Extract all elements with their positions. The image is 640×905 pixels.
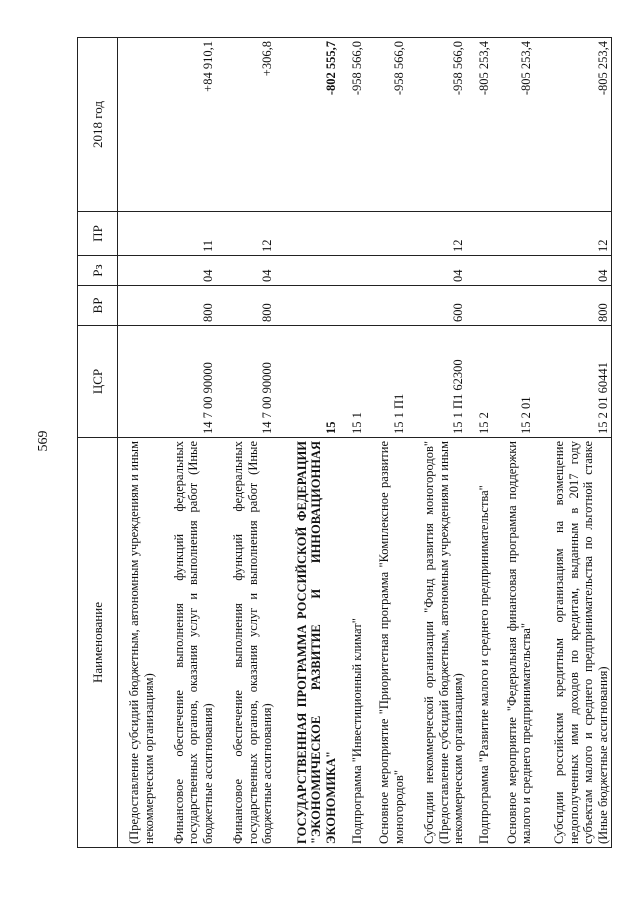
table-row (339, 38, 365, 848)
row-amount: -958 566,0 (339, 38, 365, 212)
table-row (407, 38, 466, 848)
table-header-row (78, 38, 118, 848)
row-vr (339, 286, 365, 326)
row-pr: 12 (407, 212, 466, 256)
budget-table (77, 37, 612, 848)
row-rz: 04 (535, 256, 612, 286)
row-amount: -958 566,0 (407, 38, 466, 212)
table-row (467, 38, 493, 848)
row-vr (493, 286, 535, 326)
row-rz (339, 256, 365, 286)
row-pr (276, 212, 340, 256)
header-year: 2018 год (78, 38, 118, 212)
row-rz (118, 256, 158, 286)
row-amount: -805 253,4 (535, 38, 612, 212)
row-name: (Предоставление субсидий бюджетным, автономным учреждениям и иным некоммерческим организациям) (118, 438, 158, 848)
budget-table-container (77, 38, 612, 848)
row-csr: 15 2 01 60441 (535, 326, 612, 438)
row-rz (366, 256, 408, 286)
row-pr: 11 (157, 212, 216, 256)
row-pr (493, 212, 535, 256)
row-csr: 15 1 П1 (366, 326, 408, 438)
row-csr: 15 2 01 (493, 326, 535, 438)
row-amount (118, 38, 158, 212)
row-amount: -805 253,4 (467, 38, 493, 212)
row-amount: +84 910,1 (157, 38, 216, 212)
page-number: 569 (36, 430, 51, 452)
table-row (535, 38, 612, 848)
row-csr: 15 1 П1 62300 (407, 326, 466, 438)
row-csr: 14 7 00 90000 (216, 326, 275, 438)
header-csr: ЦСР (78, 326, 118, 438)
row-name: Основное мероприятие "Федеральная финансовая программа поддержки малого и среднего предпринимательства" (493, 438, 535, 848)
row-vr (276, 286, 340, 326)
row-amount: +306,8 (216, 38, 275, 212)
row-rz (493, 256, 535, 286)
row-name: Субсидии некоммерческой организации "Фонд развития моногородов" (Предоставление субсидий бюджетным, автономным учреждениям и иным некоммерческим организациям) (407, 438, 466, 848)
header-pr: ПР (78, 212, 118, 256)
row-amount: -958 566,0 (366, 38, 408, 212)
row-rz: 04 (157, 256, 216, 286)
row-vr (467, 286, 493, 326)
row-csr: 15 2 (467, 326, 493, 438)
row-name: Подпрограмма "Инвестиционный климат" (339, 438, 365, 848)
row-pr: 12 (535, 212, 612, 256)
row-csr: 15 1 (339, 326, 365, 438)
row-vr: 800 (157, 286, 216, 326)
table-row (493, 38, 535, 848)
row-name: Основное мероприятие "Приоритетная программа "Комплексное развитие моногородов" (366, 438, 408, 848)
table-row (118, 38, 158, 848)
row-vr (366, 286, 408, 326)
row-rz (467, 256, 493, 286)
row-rz (276, 256, 340, 286)
row-pr (467, 212, 493, 256)
header-name: Наименование (78, 438, 118, 848)
row-rz: 04 (407, 256, 466, 286)
table-row (216, 38, 275, 848)
row-pr: 12 (216, 212, 275, 256)
row-name: Финансовое обеспечение выполнения функций федеральных государственных органов, оказания услуг и выполнения работ (Иные бюджетные ассигнования) (157, 438, 216, 848)
row-name: Подпрограмма "Развитие малого и среднего предпринимательства" (467, 438, 493, 848)
header-vr: ВР (78, 286, 118, 326)
table-row (157, 38, 216, 848)
row-name: ГОСУДАРСТВЕННАЯ ПРОГРАММА РОССИЙСКОЙ ФЕДЕРАЦИИ "ЭКОНОМИЧЕСКОЕ РАЗВИТИЕ И ИННОВАЦИОННАЯ ЭКОНОМИКА" (276, 438, 340, 848)
row-rz: 04 (216, 256, 275, 286)
row-vr: 800 (535, 286, 612, 326)
row-csr: 15 (276, 326, 340, 438)
row-vr: 600 (407, 286, 466, 326)
header-rz: Рз (78, 256, 118, 286)
row-amount: -802 555,7 (276, 38, 340, 212)
row-vr: 800 (216, 286, 275, 326)
row-pr (366, 212, 408, 256)
row-amount: -805 253,4 (493, 38, 535, 212)
row-pr (118, 212, 158, 256)
row-csr: 14 7 00 90000 (157, 326, 216, 438)
table-row (366, 38, 408, 848)
row-name: Субсидии российским кредитным организациям на возмещение недополученных ими доходов по кредитам, выданным в 2017 году субъектам малого и среднего предпринимательства по льготной ставке (Иные бюджетные ассигнования) (535, 438, 612, 848)
row-vr (118, 286, 158, 326)
table-row (276, 38, 340, 848)
row-name: Финансовое обеспечение выполнения функций федеральных государственных органов, оказания услуг и выполнения работ (Иные бюджетные ассигнования) (216, 438, 275, 848)
row-csr (118, 326, 158, 438)
row-pr (339, 212, 365, 256)
